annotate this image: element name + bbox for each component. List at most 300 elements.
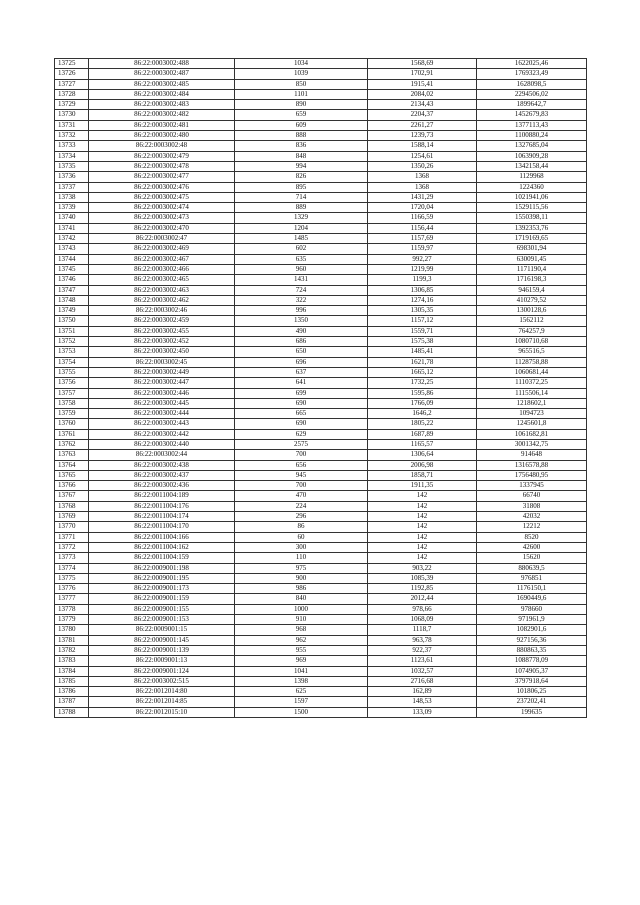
table-row (55, 203, 587, 213)
row-number-cell: 13731 (55, 120, 89, 130)
rate-cell: 1720,04 (368, 203, 477, 213)
row-number-cell: 13727 (55, 79, 89, 89)
value-cell: 1377113,43 (477, 120, 587, 130)
rate-cell: 142 (368, 532, 477, 542)
area-cell: 955 (235, 645, 368, 655)
value-cell: 880639,5 (477, 563, 587, 573)
rate-cell: 1766,09 (368, 398, 477, 408)
area-cell: 1034 (235, 59, 368, 69)
area-cell: 1101 (235, 89, 368, 99)
row-number-cell: 13746 (55, 275, 89, 285)
cadastral-number-cell: 86:22:0011004:166 (89, 532, 235, 542)
rate-cell: 1911,35 (368, 481, 477, 491)
value-cell: 1769323,49 (477, 69, 587, 79)
table-row (55, 553, 587, 563)
table-row (55, 604, 587, 614)
area-cell: 1485 (235, 234, 368, 244)
value-cell: 1899642,7 (477, 100, 587, 110)
cadastral-number-cell: 86:22:0009001:145 (89, 635, 235, 645)
value-cell: 3001342,75 (477, 439, 587, 449)
value-cell: 946159,4 (477, 285, 587, 295)
rate-cell: 1165,57 (368, 439, 477, 449)
table-body (55, 59, 587, 718)
row-number-cell: 13755 (55, 367, 89, 377)
area-cell: 968 (235, 625, 368, 635)
rate-cell: 1306,64 (368, 450, 477, 460)
rate-cell: 2084,02 (368, 89, 477, 99)
area-cell: 700 (235, 481, 368, 491)
value-cell: 1129968 (477, 172, 587, 182)
cadastral-number-cell: 86:22:0011004:162 (89, 542, 235, 552)
row-number-cell: 13765 (55, 470, 89, 480)
area-cell: 625 (235, 687, 368, 697)
cadastral-number-cell: 86:22:0003002:447 (89, 378, 235, 388)
cadastral-number-cell: 86:22:0003002:475 (89, 192, 235, 202)
area-cell: 637 (235, 367, 368, 377)
table-row (55, 573, 587, 583)
value-cell: 880863,35 (477, 645, 587, 655)
value-cell: 764257,9 (477, 326, 587, 336)
cadastral-number-cell: 86:22:0003002:477 (89, 172, 235, 182)
row-number-cell: 13737 (55, 182, 89, 192)
cadastral-number-cell: 86:22:0003002:449 (89, 367, 235, 377)
cadastral-number-cell: 86:22:0003002:481 (89, 120, 235, 130)
value-cell: 1690449,6 (477, 594, 587, 604)
rate-cell: 1732,25 (368, 378, 477, 388)
cadastral-number-cell: 86:22:0003002:466 (89, 264, 235, 274)
table-row (55, 635, 587, 645)
area-cell: 724 (235, 285, 368, 295)
row-number-cell: 13758 (55, 398, 89, 408)
value-cell: 1080710,68 (477, 337, 587, 347)
table-row (55, 100, 587, 110)
value-cell: 1218602,1 (477, 398, 587, 408)
value-cell: 31808 (477, 501, 587, 511)
cadastral-number-cell: 86:22:0003002:473 (89, 213, 235, 223)
table-row (55, 151, 587, 161)
row-number-cell: 13743 (55, 244, 89, 254)
value-cell: 12212 (477, 522, 587, 532)
row-number-cell: 13786 (55, 687, 89, 697)
cadastral-number-cell: 86:22:0003002:455 (89, 326, 235, 336)
row-number-cell: 13735 (55, 161, 89, 171)
area-cell: 1039 (235, 69, 368, 79)
cadastral-number-cell: 86:22:0003002:483 (89, 100, 235, 110)
row-number-cell: 13726 (55, 69, 89, 79)
rate-cell: 162,89 (368, 687, 477, 697)
row-number-cell: 13754 (55, 357, 89, 367)
value-cell: 237202,41 (477, 697, 587, 707)
table-row (55, 615, 587, 625)
row-number-cell: 13778 (55, 604, 89, 614)
cadastral-number-cell: 86:22:0009001:13 (89, 656, 235, 666)
table-row (55, 522, 587, 532)
rate-cell: 1858,71 (368, 470, 477, 480)
rate-cell: 2134,43 (368, 100, 477, 110)
cadastral-number-cell: 86:22:0003002:467 (89, 254, 235, 264)
area-cell: 1597 (235, 697, 368, 707)
value-cell: 2294506,02 (477, 89, 587, 99)
area-cell: 470 (235, 491, 368, 501)
rate-cell: 133,09 (368, 707, 477, 717)
cadastral-number-cell: 86:22:0003002:476 (89, 182, 235, 192)
area-cell: 60 (235, 532, 368, 542)
table-row (55, 542, 587, 552)
table-row (55, 398, 587, 408)
rate-cell: 142 (368, 553, 477, 563)
table-row (55, 172, 587, 182)
value-cell: 1719169,65 (477, 234, 587, 244)
row-number-cell: 13740 (55, 213, 89, 223)
value-cell: 42600 (477, 542, 587, 552)
cadastral-number-cell: 86:22:0009001:173 (89, 584, 235, 594)
area-cell: 850 (235, 79, 368, 89)
cadastral-number-cell: 86:22:0003002:474 (89, 203, 235, 213)
value-cell: 1061682,81 (477, 429, 587, 439)
rate-cell: 1032,57 (368, 666, 477, 676)
row-number-cell: 13772 (55, 542, 89, 552)
table-row (55, 491, 587, 501)
area-cell: 1204 (235, 223, 368, 233)
cadastral-number-cell: 86:22:0009001:139 (89, 645, 235, 655)
row-number-cell: 13736 (55, 172, 89, 182)
cadastral-value-table (54, 58, 587, 718)
cadastral-number-cell: 86:22:0003002:440 (89, 439, 235, 449)
table-row (55, 141, 587, 151)
cadastral-number-cell: 86:22:0003002:48 (89, 141, 235, 151)
area-cell: 840 (235, 594, 368, 604)
table-row (55, 234, 587, 244)
row-number-cell: 13784 (55, 666, 89, 676)
rate-cell: 992,27 (368, 254, 477, 264)
rate-cell: 963,78 (368, 635, 477, 645)
cadastral-number-cell: 86:22:0009001:155 (89, 604, 235, 614)
area-cell: 1431 (235, 275, 368, 285)
area-cell: 699 (235, 388, 368, 398)
rate-cell: 1431,29 (368, 192, 477, 202)
row-number-cell: 13787 (55, 697, 89, 707)
value-cell: 965516,5 (477, 347, 587, 357)
area-cell: 659 (235, 110, 368, 120)
value-cell: 698301,94 (477, 244, 587, 254)
rate-cell: 1595,86 (368, 388, 477, 398)
value-cell: 1128758,88 (477, 357, 587, 367)
cadastral-number-cell: 86:22:0003002:465 (89, 275, 235, 285)
value-cell: 1074905,37 (477, 666, 587, 676)
area-cell: 888 (235, 131, 368, 141)
value-cell: 1300128,6 (477, 306, 587, 316)
rate-cell: 1305,35 (368, 306, 477, 316)
cadastral-number-cell: 86:22:0003002:480 (89, 131, 235, 141)
value-cell: 978660 (477, 604, 587, 614)
value-cell: 927156,36 (477, 635, 587, 645)
row-number-cell: 13769 (55, 512, 89, 522)
value-cell: 914648 (477, 450, 587, 460)
area-cell: 609 (235, 120, 368, 130)
rate-cell: 1702,91 (368, 69, 477, 79)
table-row (55, 337, 587, 347)
value-cell: 1622025,46 (477, 59, 587, 69)
value-cell: 66740 (477, 491, 587, 501)
cadastral-number-cell: 86:22:0011004:176 (89, 501, 235, 511)
value-cell: 1245601,8 (477, 419, 587, 429)
area-cell: 656 (235, 460, 368, 470)
cadastral-number-cell: 86:22:0009001:198 (89, 563, 235, 573)
row-number-cell: 13760 (55, 419, 89, 429)
area-cell: 986 (235, 584, 368, 594)
cadastral-number-cell: 86:22:0011004:170 (89, 522, 235, 532)
area-cell: 110 (235, 553, 368, 563)
value-cell: 1060681,44 (477, 367, 587, 377)
rate-cell: 148,53 (368, 697, 477, 707)
rate-cell: 1687,89 (368, 429, 477, 439)
value-cell: 15620 (477, 553, 587, 563)
rate-cell: 1621,78 (368, 357, 477, 367)
table-row (55, 357, 587, 367)
cadastral-number-cell: 86:22:0012014:85 (89, 697, 235, 707)
value-cell: 1082901,6 (477, 625, 587, 635)
row-number-cell: 13780 (55, 625, 89, 635)
value-cell: 42032 (477, 512, 587, 522)
row-number-cell: 13753 (55, 347, 89, 357)
area-cell: 826 (235, 172, 368, 182)
table-row (55, 429, 587, 439)
cadastral-number-cell: 86:22:0003002:515 (89, 676, 235, 686)
rate-cell: 1068,09 (368, 615, 477, 625)
rate-cell: 2261,27 (368, 120, 477, 130)
table-row (55, 59, 587, 69)
row-number-cell: 13745 (55, 264, 89, 274)
table-row (55, 131, 587, 141)
value-cell: 1392353,76 (477, 223, 587, 233)
cadastral-number-cell: 86:22:0011004:159 (89, 553, 235, 563)
table-row (55, 326, 587, 336)
value-cell: 1327685,04 (477, 141, 587, 151)
row-number-cell: 13763 (55, 450, 89, 460)
table-row (55, 244, 587, 254)
table-row (55, 264, 587, 274)
value-cell: 630091,45 (477, 254, 587, 264)
table-row (55, 409, 587, 419)
rate-cell: 1588,14 (368, 141, 477, 151)
rate-cell: 142 (368, 542, 477, 552)
value-cell: 1224360 (477, 182, 587, 192)
table-row (55, 182, 587, 192)
table-row (55, 378, 587, 388)
table-row (55, 69, 587, 79)
table-row (55, 439, 587, 449)
row-number-cell: 13775 (55, 573, 89, 583)
cadastral-number-cell: 86:22:0003002:47 (89, 234, 235, 244)
row-number-cell: 13773 (55, 553, 89, 563)
table-row (55, 316, 587, 326)
cadastral-number-cell: 86:22:0003002:484 (89, 89, 235, 99)
cadastral-number-cell: 86:22:0003002:459 (89, 316, 235, 326)
value-cell: 1100880,24 (477, 131, 587, 141)
cadastral-number-cell: 86:22:0012015:10 (89, 707, 235, 717)
row-number-cell: 13782 (55, 645, 89, 655)
row-number-cell: 13788 (55, 707, 89, 717)
row-number-cell: 13738 (55, 192, 89, 202)
value-cell: 1716198,3 (477, 275, 587, 285)
rate-cell: 142 (368, 512, 477, 522)
cadastral-number-cell: 86:22:0009001:15 (89, 625, 235, 635)
area-cell: 490 (235, 326, 368, 336)
table-row (55, 666, 587, 676)
rate-cell: 1254,61 (368, 151, 477, 161)
cadastral-number-cell: 86:22:0003002:452 (89, 337, 235, 347)
cadastral-number-cell: 86:22:0003002:437 (89, 470, 235, 480)
value-cell: 1342158,44 (477, 161, 587, 171)
table-row (55, 388, 587, 398)
cadastral-number-cell: 86:22:0003002:470 (89, 223, 235, 233)
cadastral-number-cell: 86:22:0003002:45 (89, 357, 235, 367)
value-cell: 1337945 (477, 481, 587, 491)
area-cell: 969 (235, 656, 368, 666)
rate-cell: 1568,69 (368, 59, 477, 69)
cadastral-number-cell: 86:22:0003002:479 (89, 151, 235, 161)
rate-cell: 1805,22 (368, 419, 477, 429)
cadastral-number-cell: 86:22:0003002:445 (89, 398, 235, 408)
rate-cell: 2716,68 (368, 676, 477, 686)
row-number-cell: 13744 (55, 254, 89, 264)
area-cell: 895 (235, 182, 368, 192)
cadastral-number-cell: 86:22:0003002:446 (89, 388, 235, 398)
rate-cell: 1368 (368, 182, 477, 192)
value-cell: 1094723 (477, 409, 587, 419)
row-number-cell: 13785 (55, 676, 89, 686)
table-row (55, 89, 587, 99)
cadastral-number-cell: 86:22:0003002:46 (89, 306, 235, 316)
rate-cell: 2204,37 (368, 110, 477, 120)
row-number-cell: 13757 (55, 388, 89, 398)
area-cell: 889 (235, 203, 368, 213)
rate-cell: 1159,97 (368, 244, 477, 254)
cadastral-number-cell: 86:22:0003002:463 (89, 285, 235, 295)
cadastral-number-cell: 86:22:0009001:124 (89, 666, 235, 676)
row-number-cell: 13739 (55, 203, 89, 213)
cadastral-number-cell: 86:22:0011004:174 (89, 512, 235, 522)
table-row (55, 687, 587, 697)
area-cell: 900 (235, 573, 368, 583)
cadastral-number-cell: 86:22:0003002:443 (89, 419, 235, 429)
table-row (55, 594, 587, 604)
rate-cell: 1156,44 (368, 223, 477, 233)
area-cell: 1041 (235, 666, 368, 676)
rate-cell: 978,66 (368, 604, 477, 614)
rate-cell: 1559,71 (368, 326, 477, 336)
area-cell: 1500 (235, 707, 368, 717)
cadastral-number-cell: 86:22:0003002:487 (89, 69, 235, 79)
row-number-cell: 13734 (55, 151, 89, 161)
area-cell: 650 (235, 347, 368, 357)
cadastral-number-cell: 86:22:0009001:195 (89, 573, 235, 583)
table-row (55, 161, 587, 171)
table-row (55, 676, 587, 686)
row-number-cell: 13752 (55, 337, 89, 347)
value-cell: 1529115,56 (477, 203, 587, 213)
area-cell: 994 (235, 161, 368, 171)
value-cell: 1088778,09 (477, 656, 587, 666)
value-cell: 1756480,95 (477, 470, 587, 480)
table-row (55, 450, 587, 460)
rate-cell: 1915,41 (368, 79, 477, 89)
row-number-cell: 13764 (55, 460, 89, 470)
row-number-cell: 13759 (55, 409, 89, 419)
rate-cell: 1306,85 (368, 285, 477, 295)
area-cell: 910 (235, 615, 368, 625)
area-cell: 1398 (235, 676, 368, 686)
rate-cell: 2012,44 (368, 594, 477, 604)
area-cell: 848 (235, 151, 368, 161)
row-number-cell: 13741 (55, 223, 89, 233)
area-cell: 224 (235, 501, 368, 511)
row-number-cell: 13748 (55, 295, 89, 305)
rate-cell: 1219,99 (368, 264, 477, 274)
row-number-cell: 13733 (55, 141, 89, 151)
area-cell: 1350 (235, 316, 368, 326)
area-cell: 602 (235, 244, 368, 254)
value-cell: 976851 (477, 573, 587, 583)
value-cell: 410279,52 (477, 295, 587, 305)
cadastral-number-cell: 86:22:0012014:80 (89, 687, 235, 697)
value-cell: 1316578,88 (477, 460, 587, 470)
value-cell: 199635 (477, 707, 587, 717)
rate-cell: 922,37 (368, 645, 477, 655)
value-cell: 8520 (477, 532, 587, 542)
area-cell: 665 (235, 409, 368, 419)
rate-cell: 2006,98 (368, 460, 477, 470)
cadastral-number-cell: 86:22:0009001:153 (89, 615, 235, 625)
table-row (55, 110, 587, 120)
area-cell: 700 (235, 450, 368, 460)
value-cell: 101806,25 (477, 687, 587, 697)
table-row (55, 460, 587, 470)
value-cell: 1110372,25 (477, 378, 587, 388)
cadastral-number-cell: 86:22:0003002:44 (89, 450, 235, 460)
table-row (55, 501, 587, 511)
cadastral-number-cell: 86:22:0003002:444 (89, 409, 235, 419)
area-cell: 1329 (235, 213, 368, 223)
area-cell: 86 (235, 522, 368, 532)
row-number-cell: 13776 (55, 584, 89, 594)
cadastral-number-cell: 86:22:0003002:485 (89, 79, 235, 89)
row-number-cell: 13766 (55, 481, 89, 491)
value-cell: 1063909,28 (477, 151, 587, 161)
area-cell: 300 (235, 542, 368, 552)
row-number-cell: 13751 (55, 326, 89, 336)
cadastral-number-cell: 86:22:0011004:189 (89, 491, 235, 501)
area-cell: 975 (235, 563, 368, 573)
row-number-cell: 13747 (55, 285, 89, 295)
table-row (55, 254, 587, 264)
value-cell: 1550398,11 (477, 213, 587, 223)
rate-cell: 1485,41 (368, 347, 477, 357)
area-cell: 890 (235, 100, 368, 110)
value-cell: 1628098,5 (477, 79, 587, 89)
area-cell: 690 (235, 419, 368, 429)
cadastral-number-cell: 86:22:0003002:442 (89, 429, 235, 439)
table-row (55, 419, 587, 429)
table-row (55, 470, 587, 480)
table-row (55, 584, 587, 594)
area-cell: 960 (235, 264, 368, 274)
rate-cell: 1123,61 (368, 656, 477, 666)
row-number-cell: 13770 (55, 522, 89, 532)
value-cell: 1562112 (477, 316, 587, 326)
table-row (55, 697, 587, 707)
area-cell: 296 (235, 512, 368, 522)
